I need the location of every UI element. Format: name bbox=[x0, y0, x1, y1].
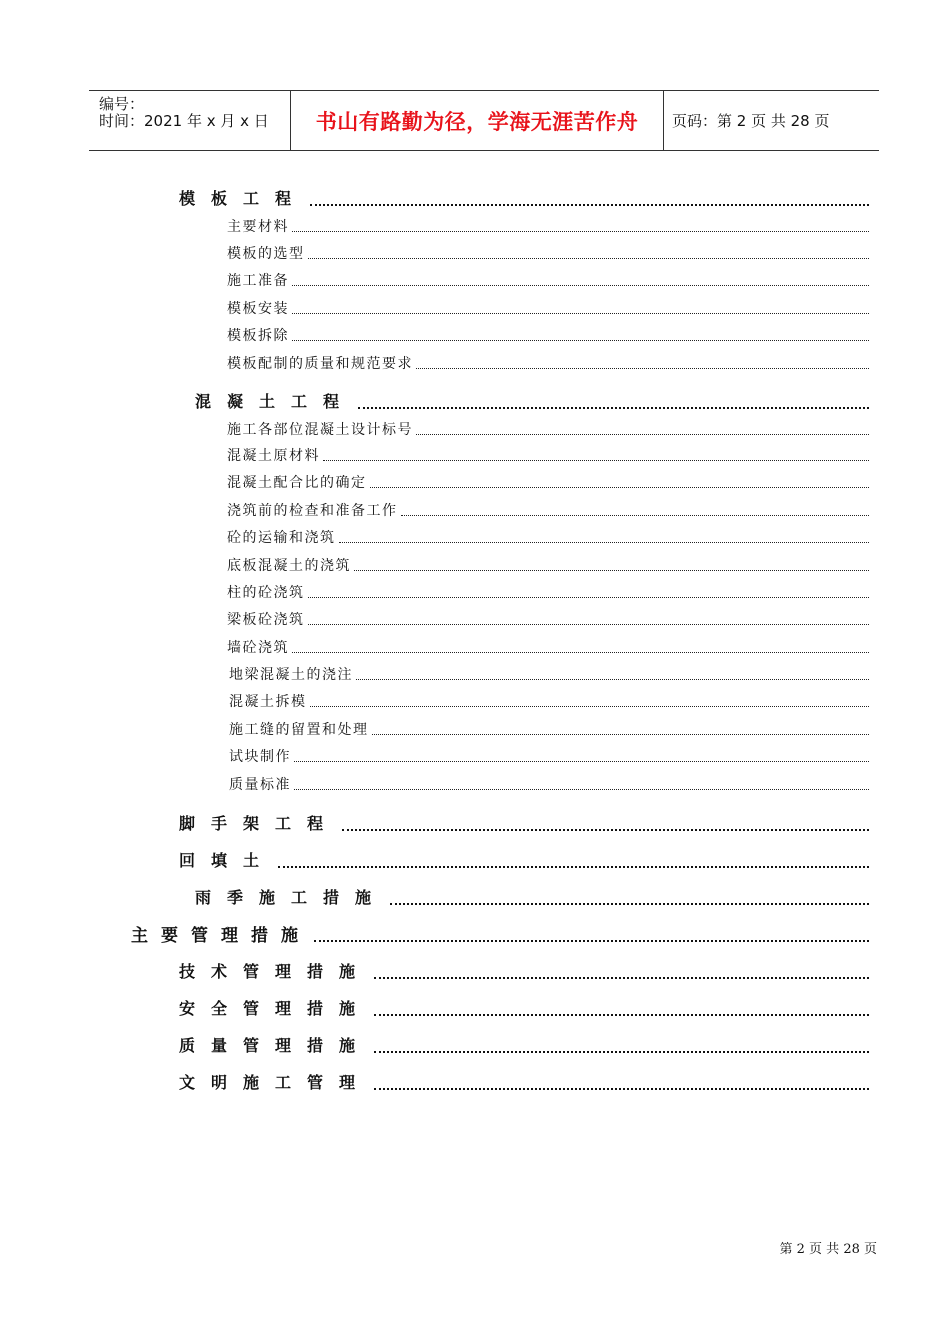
toc-subentry[interactable] bbox=[227, 298, 869, 318]
toc-subentry-label: 主要材料 bbox=[227, 219, 289, 235]
toc-subentry-label: 混凝土配合比的确定 bbox=[227, 475, 367, 491]
document-number-label: 编号： bbox=[99, 95, 145, 113]
header-page-cell bbox=[664, 91, 879, 150]
toc-subentry[interactable] bbox=[227, 527, 869, 547]
toc-entry-label: 雨季施工措施 bbox=[195, 888, 388, 907]
toc-subentry[interactable] bbox=[227, 216, 869, 236]
toc-entry-safety[interactable] bbox=[179, 996, 869, 1019]
toc-leader-dots bbox=[310, 204, 869, 206]
toc-subentry[interactable] bbox=[227, 270, 869, 290]
toc-entry-label: 安全管理措施 bbox=[179, 999, 372, 1018]
toc-subentry[interactable] bbox=[227, 419, 869, 439]
toc-subentry-label: 模板的选型 bbox=[227, 246, 305, 262]
toc-leader-dots bbox=[308, 258, 870, 259]
toc-entry-label: 主要管理措施 bbox=[131, 926, 311, 946]
toc-subentry[interactable] bbox=[229, 691, 869, 711]
toc-entry-management[interactable] bbox=[131, 921, 869, 946]
toc-leader-dots bbox=[294, 789, 869, 790]
toc-subentry[interactable] bbox=[227, 445, 869, 465]
toc-leader-dots bbox=[308, 624, 870, 625]
toc-subentry[interactable] bbox=[227, 582, 869, 602]
toc-leader-dots bbox=[314, 940, 869, 942]
toc-leader-dots bbox=[294, 761, 869, 762]
footer-page-number: 第 2 页 共 28 页 bbox=[779, 1242, 877, 1257]
toc-subentry[interactable] bbox=[229, 664, 869, 684]
toc-entry-label: 脚手架工程 bbox=[179, 814, 340, 833]
toc-entry-scaffold[interactable] bbox=[179, 811, 869, 834]
toc-subentry-label: 地梁混凝土的浇注 bbox=[229, 667, 353, 683]
document-date: 时间：2021 年 x 月 x 日 bbox=[99, 112, 269, 130]
toc-leader-dots bbox=[342, 829, 869, 831]
page-header bbox=[89, 90, 879, 151]
toc-leader-dots bbox=[374, 1014, 869, 1016]
toc-subentry[interactable] bbox=[227, 353, 869, 373]
toc-subentry-label: 混凝土拆模 bbox=[229, 694, 307, 710]
toc-entry-label: 文明施工管理 bbox=[179, 1073, 372, 1092]
header-page-code: 页码：第 2 页 共 28 页 bbox=[672, 112, 830, 130]
toc-leader-dots bbox=[292, 313, 869, 314]
toc-leader-dots bbox=[278, 866, 869, 868]
toc-subentry-label: 底板混凝土的浇筑 bbox=[227, 558, 351, 574]
toc-subentry-label: 梁板砼浇筑 bbox=[227, 612, 305, 628]
toc-subentry[interactable] bbox=[227, 637, 869, 657]
toc-leader-dots bbox=[401, 515, 870, 516]
toc-leader-dots bbox=[310, 706, 870, 707]
toc-subentry-label: 混凝土原材料 bbox=[227, 448, 320, 464]
toc-entry-label: 回填土 bbox=[179, 851, 276, 870]
toc-leader-dots bbox=[374, 977, 869, 979]
toc-subentry[interactable] bbox=[229, 774, 869, 794]
toc-subentry-label: 浇筑前的检查和准备工作 bbox=[227, 503, 398, 519]
toc-leader-dots bbox=[374, 1088, 869, 1090]
toc-leader-dots bbox=[416, 368, 869, 369]
toc-subentry[interactable] bbox=[227, 243, 869, 263]
toc-subentry[interactable] bbox=[227, 325, 869, 345]
toc-leader-dots bbox=[339, 542, 870, 543]
toc-leader-dots bbox=[372, 734, 870, 735]
toc-entry-label: 混凝土工程 bbox=[195, 392, 356, 411]
toc-entry-civilized[interactable] bbox=[179, 1070, 869, 1093]
toc-subentry-label: 试块制作 bbox=[229, 749, 291, 765]
toc-subentry-label: 模板拆除 bbox=[227, 328, 289, 344]
toc-subentry[interactable] bbox=[227, 555, 869, 575]
toc-entry-formwork[interactable] bbox=[179, 186, 869, 209]
header-meta-cell bbox=[89, 91, 291, 150]
toc-leader-dots bbox=[358, 407, 869, 409]
toc-leader-dots bbox=[308, 597, 870, 598]
toc-subentry[interactable] bbox=[227, 472, 869, 492]
toc-entry-label: 技术管理措施 bbox=[179, 962, 372, 981]
toc-subentry-label: 墙砼浇筑 bbox=[227, 640, 289, 656]
toc-leader-dots bbox=[323, 460, 869, 461]
toc-subentry[interactable] bbox=[227, 500, 869, 520]
toc-leader-dots bbox=[292, 231, 869, 232]
toc-subentry[interactable] bbox=[229, 746, 869, 766]
toc-subentry-label: 质量标准 bbox=[229, 777, 291, 793]
toc-leader-dots bbox=[390, 903, 869, 905]
toc-leader-dots bbox=[374, 1051, 869, 1053]
page-footer bbox=[780, 1238, 877, 1257]
toc-entry-technical[interactable] bbox=[179, 959, 869, 982]
toc-subentry-label: 柱的砼浇筑 bbox=[227, 585, 305, 601]
toc-subentry-label: 模板安装 bbox=[227, 301, 289, 317]
toc-entry-backfill[interactable] bbox=[179, 848, 869, 871]
toc-leader-dots bbox=[292, 285, 869, 286]
header-motto: 书山有路勤为径，学海无涯苦作舟 bbox=[315, 109, 639, 134]
toc-subentry[interactable] bbox=[227, 609, 869, 629]
toc-subentry-label: 砼的运输和浇筑 bbox=[227, 530, 336, 546]
toc-subentry-label: 施工各部位混凝土设计标号 bbox=[227, 422, 413, 438]
toc-entry-rainy-season[interactable] bbox=[195, 885, 869, 908]
toc-leader-dots bbox=[416, 434, 869, 435]
toc-leader-dots bbox=[370, 487, 870, 488]
toc-subentry-label: 施工准备 bbox=[227, 273, 289, 289]
toc-entry-quality[interactable] bbox=[179, 1033, 869, 1056]
toc-leader-dots bbox=[354, 570, 869, 571]
toc-subentry[interactable] bbox=[229, 719, 869, 739]
toc-entry-label: 模板工程 bbox=[179, 189, 308, 208]
toc-entry-concrete[interactable] bbox=[195, 389, 869, 412]
toc-leader-dots bbox=[292, 340, 869, 341]
toc-leader-dots bbox=[292, 652, 869, 653]
header-motto-cell bbox=[291, 91, 664, 150]
toc-entry-label: 质量管理措施 bbox=[179, 1036, 372, 1055]
toc-subentry-label: 施工缝的留置和处理 bbox=[229, 722, 369, 738]
toc-subentry-label: 模板配制的质量和规范要求 bbox=[227, 356, 413, 372]
toc-leader-dots bbox=[356, 679, 869, 680]
